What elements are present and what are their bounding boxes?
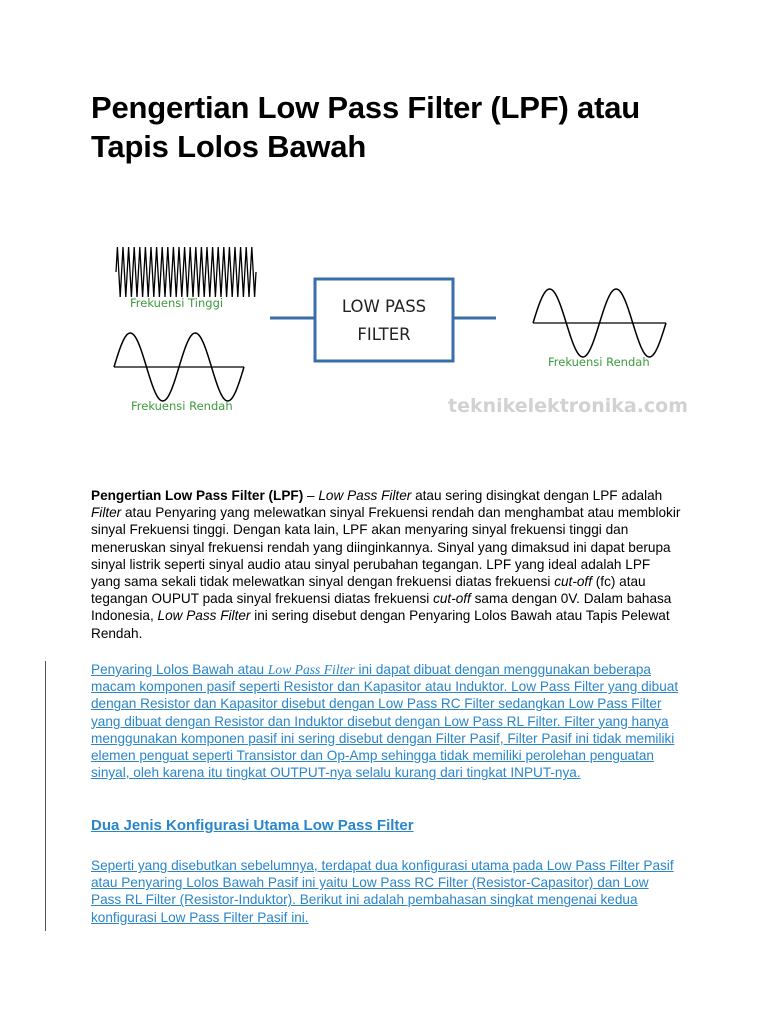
text: sama dengan 0V. Dalam bahasa Indonesia,	[91, 591, 672, 624]
page-title: Pengertian Low Pass Filter (LPF) atau Tapis Lolos Bawah	[91, 90, 640, 164]
watermark: teknikelektronika.com	[448, 395, 689, 417]
paragraph-definition	[91, 487, 681, 642]
definition-term: Pengertian Low Pass Filter (LPF)	[91, 488, 304, 503]
text: ini sering disebut dengan Penyaring Lolos Bawah atau Tapis Pelewat Rendah.	[91, 608, 670, 641]
paragraph-configurations-link[interactable]: Seperti yang disebutkan sebelumnya, terdapat dua konfigurasi utama pada Low Pass Filter Pasif atau Penyaring Lolos Bawah Pasif ini yaitu Low Pass RC Filter (Resistor-Capasitor) dan Low Pass RL Filter (Resistor-Induktor). Berikut ini adalah pembahasan singkat mengenai kedua konfigurasi Low Pass Filter Pasif ini.	[91, 858, 674, 925]
emphasis: Low Pass Filter	[318, 488, 412, 503]
link-text[interactable]: Penyaring Lolos Bawah atau	[91, 662, 268, 677]
low-pass-filter-diagram	[100, 228, 700, 438]
filter-box-line2: FILTER	[357, 325, 411, 344]
text: atau sering disingkat dengan LPF adalah	[411, 488, 663, 503]
annotation-margin-bar	[45, 661, 46, 931]
label-low-frequency-input: Frekuensi Rendah	[131, 399, 233, 413]
emphasis: Filter	[91, 505, 122, 521]
section-heading-link[interactable]: Dua Jenis Konfigurasi Utama Low Pass Filter	[91, 817, 414, 834]
paragraph-components-link[interactable]	[91, 661, 681, 781]
filter-box	[315, 279, 453, 361]
filter-box-line1: LOW PASS	[341, 297, 427, 316]
emphasis: cut-off	[433, 591, 471, 607]
emphasis: Low Pass Filter	[157, 608, 251, 624]
label-low-frequency-output: Frekuensi Rendah	[548, 355, 650, 369]
text: (fc) atau tegangan OUPUT pada sinyal frekuensi diatas frekuensi	[91, 574, 646, 607]
text: atau Penyaring yang melewatkan sinyal Frekuensi rendah dan menghambat atau memblokir sinyal Frekuensi tinggi. Dengan kata lain, LPF akan menyaring sinyal frekuensi tinggi dan meneruskan sinyal frekuensi rendah yang diinginkannya. Sinyal yang dimaksud ini dapat berupa sinyal listrik seperti sinyal audio atau sinyal perubahan tegangan. LPF yang ideal adalah LPF yang sama sekali tidak melewatkan sinyal dengan frekuensi diatas frekuensi	[91, 505, 681, 590]
emphasis: cut-off	[554, 574, 592, 590]
label-high-frequency: Frekuensi Tinggi	[130, 296, 224, 310]
high-frequency-wave	[116, 247, 256, 297]
link-emphasis[interactable]: Low Pass Filter	[267, 662, 355, 677]
dash: –	[303, 488, 319, 503]
link-text[interactable]: ini dapat dibuat dengan menggunakan beberapa macam komponen pasif seperti Resistor dan Kapasitor atau Induktor. Low Pass Filter yang dibuat dengan Resistor dan Kapasitor disebut dengan Low Pass RC Filter sedangkan Low Pass Filter yang dibuat dengan Resistor dan Induktor disebut dengan Low Pass RL Filter. Filter yang hanya menggunakan komponen pasif ini sering disebut dengan Filter Pasif, Filter Pasif ini tidak memiliki elemen penguat seperti Transistor dan Op-Amp sehingga tidak memiliki perolehan penguatan sinyal, oleh karena itu tingkat OUTPUT-nya selalu kurang dari tingkat INPUT-nya.	[91, 662, 679, 781]
